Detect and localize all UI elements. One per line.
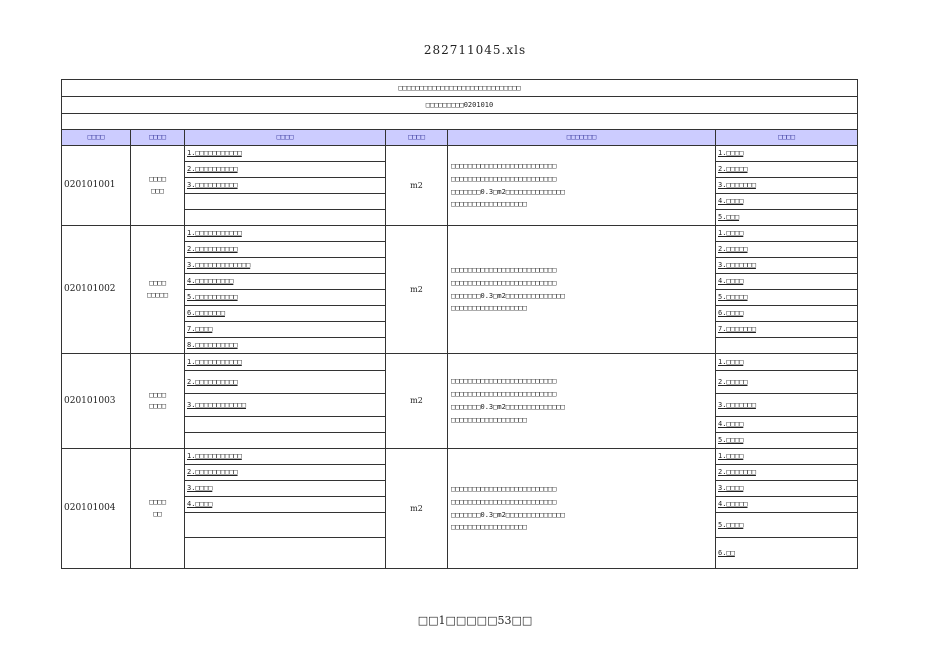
spacer-cell (62, 114, 858, 130)
work-cell: 1.□□□□ (716, 354, 858, 371)
work-cell: 4.□□□□ (716, 274, 858, 290)
feature-cell: 4.□□□□□□□□□ (185, 274, 386, 290)
work-cell (716, 338, 858, 354)
feature-cell (185, 513, 386, 538)
feature-cell: 5.□□□□□□□□□□ (185, 290, 386, 306)
work-cell: 6.□□□□ (716, 306, 858, 322)
feature-cell: 6.□□□□□□□ (185, 306, 386, 322)
item-unit: m2 (386, 146, 448, 226)
item-name-line: □□□ (151, 186, 164, 195)
item-rule-line: □□□□□□□□□□□□□□□□□□□□□□□□□ (451, 497, 557, 506)
work-cell: 4.□□□□ (716, 194, 858, 210)
work-cell: 1.□□□□ (716, 146, 858, 162)
table-subtitle-row (62, 97, 858, 114)
feature-cell: 3.□□□□□□□□□□□□□ (185, 258, 386, 274)
spacer-row (62, 114, 858, 130)
item-name (131, 354, 185, 449)
feature-cell: 3.□□□□□□□□□□□□ (185, 394, 386, 417)
item-name-line: □□□□ (149, 175, 166, 184)
item-rule-line: □□□□□□□0.3□m2□□□□□□□□□□□□□□ (451, 291, 565, 300)
table-row (62, 449, 858, 465)
feature-cell (185, 538, 386, 569)
item-rule (448, 449, 716, 569)
feature-cell: 3.□□□□□□□□□□ (185, 178, 386, 194)
item-code: 020101003 (62, 354, 131, 449)
work-cell: 2.□□□□□ (716, 162, 858, 178)
bill-table (61, 79, 858, 569)
feature-cell: 7.□□□□ (185, 322, 386, 338)
work-cell: 3.□□□□□□□ (716, 394, 858, 417)
work-cell: 2.□□□□□□□ (716, 465, 858, 481)
feature-cell: 2.□□□□□□□□□□ (185, 465, 386, 481)
item-rule (448, 354, 716, 449)
table-row (62, 226, 858, 242)
page-footer: □□1□□□□□53□□ (417, 614, 533, 627)
item-unit: m2 (386, 449, 448, 569)
item-rule-line: □□□□□□□□□□□□□□□□□□□□□□□□□ (451, 484, 557, 493)
item-unit: m2 (386, 226, 448, 354)
work-cell: 5.□□□□□ (716, 290, 858, 306)
work-cell: 5.□□□□ (716, 513, 858, 538)
item-rule-line: □□□□□□□□□□□□□□□□□□ (451, 304, 527, 313)
item-name-line: □□ (153, 509, 162, 518)
work-cell: 3.□□□□ (716, 481, 858, 497)
item-code: 020101002 (62, 226, 131, 354)
item-rule (448, 146, 716, 226)
work-cell: 1.□□□□ (716, 449, 858, 465)
item-rule-line: □□□□□□□□□□□□□□□□□□□□□□□□□ (451, 278, 557, 287)
item-name-line: □□□□ (149, 498, 166, 507)
feature-cell: 8.□□□□□□□□□□ (185, 338, 386, 354)
work-cell: 7.□□□□□□□ (716, 322, 858, 338)
feature-cell: 2.□□□□□□□□□□ (185, 162, 386, 178)
item-code: 020101001 (62, 146, 131, 226)
feature-cell: 1.□□□□□□□□□□□ (185, 354, 386, 371)
feature-cell: 1.□□□□□□□□□□□ (185, 449, 386, 465)
item-unit: m2 (386, 354, 448, 449)
work-cell: 4.□□□□□ (716, 497, 858, 513)
work-cell: 1.□□□□ (716, 226, 858, 242)
table-row (62, 354, 858, 371)
work-cell: 2.□□□□□ (716, 242, 858, 258)
item-rule-line: □□□□□□□□□□□□□□□□□□□□□□□□□ (451, 161, 557, 170)
item-name-line: □□□□□ (146, 290, 169, 299)
item-rule-line: □□□□□□□□□□□□□□□□□□□□□□□□□ (451, 174, 557, 183)
table-row (62, 146, 858, 162)
feature-cell (185, 433, 386, 449)
work-cell: 3.□□□□□□□ (716, 258, 858, 274)
item-name (131, 449, 185, 569)
table-subtitle: □□□□□□□□□0201010 (62, 97, 858, 114)
item-name-line: □□□□ (149, 279, 166, 288)
item-rule-line: □□□□□□□□□□□□□□□□□□□□□□□□□ (451, 377, 557, 386)
work-cell: 6.□□ (716, 538, 858, 569)
table-title-row (62, 80, 858, 97)
item-name-line: □□□□ (149, 402, 166, 410)
column-header: □□□□□□□ (448, 130, 716, 146)
item-rule-line: □□□□□□□□□□□□□□□□□□ (451, 200, 527, 209)
feature-cell: 3.□□□□ (185, 481, 386, 497)
header-row (62, 130, 858, 146)
column-header: □□□□ (386, 130, 448, 146)
feature-cell (185, 417, 386, 433)
table-title: □□□□□□□□□□□□□□□□□□□□□□□□□□□□□ (62, 80, 858, 97)
work-cell: 2.□□□□□ (716, 371, 858, 394)
item-rule-line: □□□□□□□□□□□□□□□□□□ (451, 415, 527, 424)
work-cell: 5.□□□□ (716, 433, 858, 449)
item-rule-line: □□□□□□□0.3□m2□□□□□□□□□□□□□□ (451, 510, 565, 519)
item-rule-line: □□□□□□□□□□□□□□□□□□□□□□□□□ (451, 265, 557, 274)
feature-cell: 4.□□□□ (185, 497, 386, 513)
page-title: 282711045.xls (423, 43, 527, 57)
item-code: 020101004 (62, 449, 131, 569)
item-rule-line: □□□□□□□0.3□m2□□□□□□□□□□□□□□ (451, 187, 565, 196)
feature-cell: 2.□□□□□□□□□□ (185, 242, 386, 258)
column-header: □□□□ (185, 130, 386, 146)
item-rule-line: □□□□□□□□□□□□□□□□□□□□□□□□□ (451, 390, 557, 399)
feature-cell (185, 210, 386, 226)
feature-cell: 1.□□□□□□□□□□□ (185, 226, 386, 242)
item-rule (448, 226, 716, 354)
item-rule-line: □□□□□□□0.3□m2□□□□□□□□□□□□□□ (451, 403, 565, 411)
column-header: □□□□ (131, 130, 185, 146)
item-name (131, 146, 185, 226)
work-cell: 3.□□□□□□□ (716, 178, 858, 194)
feature-cell (185, 194, 386, 210)
item-name-line: □□□□ (149, 390, 166, 399)
item-name (131, 226, 185, 354)
column-header: □□□□ (716, 130, 858, 146)
feature-cell: 2.□□□□□□□□□□ (185, 371, 386, 394)
feature-cell: 1.□□□□□□□□□□□ (185, 146, 386, 162)
item-rule-line: □□□□□□□□□□□□□□□□□□ (451, 523, 527, 532)
work-cell: 4.□□□□ (716, 417, 858, 433)
column-header: □□□□ (62, 130, 131, 146)
work-cell: 5.□□□ (716, 210, 858, 226)
